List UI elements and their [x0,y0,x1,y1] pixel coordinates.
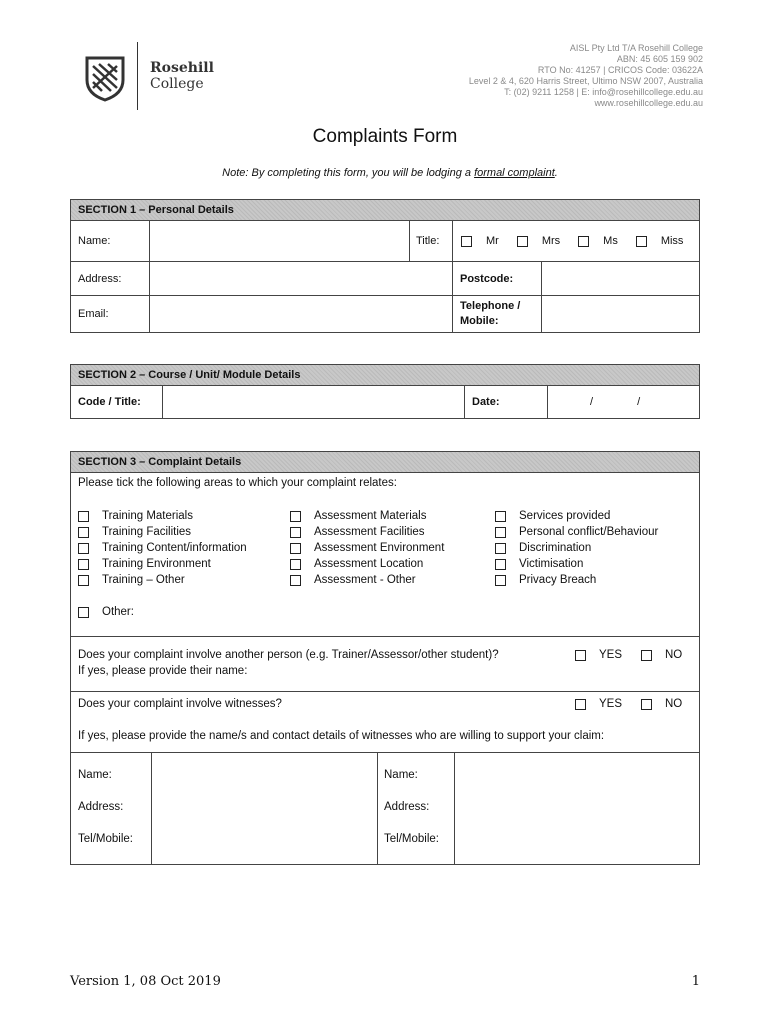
postcode-label-text: Postcode: [460,272,514,285]
area-label: Discrimination [519,542,592,554]
area-assessment-environment[interactable] [290,542,444,554]
question-witnesses: Does your complaint involve witnesses? [78,698,282,710]
page-number: 1 [691,974,700,989]
note-suffix: . [554,167,558,179]
area-label: Privacy Breach [519,574,597,586]
no-label: NO [665,649,683,661]
witness-2-tel-label: Tel/Mobile: [384,833,439,845]
area-other[interactable] [78,606,134,618]
area-label: Training Materials [102,510,193,522]
org-line: www.rosehillcollege.edu.au [594,98,703,108]
area-assessment-materials[interactable] [290,510,426,522]
checkbox[interactable] [495,527,506,538]
email-label-text: Email: [78,308,109,320]
brand-line-1: Rosehill [150,60,214,76]
org-line: Level 2 & 4, 620 Harris Street, Ultimo NSW 2007, Australia [468,76,703,86]
address-label [71,262,149,295]
section-3-complaint-details [70,451,700,865]
checkbox[interactable] [78,607,89,618]
checkbox[interactable] [290,511,301,522]
no-label: NO [665,698,683,710]
title-mr-checkbox[interactable] [461,236,472,247]
title-mr-label: Mr [486,235,499,247]
witness-2-details-input[interactable] [455,753,699,865]
witnesses-question [71,692,699,753]
note-link: formal complaint [474,167,555,179]
checkbox[interactable] [575,699,586,710]
checkbox[interactable] [641,699,652,710]
witness-1-details-input[interactable] [152,753,377,865]
brand-line-2: College [150,76,204,92]
date-separator: / [637,396,641,408]
version-info: Version 1, 08 Oct 2019 [70,974,221,989]
witness-2-name-label: Name: [384,769,418,781]
title-ms-checkbox[interactable] [578,236,589,247]
name-label [71,221,149,261]
address-row [71,262,699,296]
area-label: Personal conflict/Behaviour [519,526,659,538]
date-separator: / [590,396,594,408]
section-3-heading: SECTION 3 – Complaint Details [71,452,699,473]
telephone-label-line-1: Telephone / [460,300,521,312]
organisation-details [469,43,703,109]
checkbox[interactable] [78,575,89,586]
org-line: ABN: 45 605 159 902 [616,54,703,64]
code-title-input[interactable] [162,386,464,418]
witness-divider [377,753,378,865]
area-label: Assessment Materials [314,510,427,522]
course-row [71,386,699,418]
area-label: Training Content/information [102,542,247,554]
witness-instruction: If yes, please provide the name/s and contact details of witnesses who are willing to support your claim: [78,730,605,742]
witness-1-tel-label: Tel/Mobile: [78,833,133,845]
logo-divider [137,42,138,110]
org-line: RTO No: 41257 | CRICOS Code: 03622A [537,65,703,75]
area-label: Training – Other [102,574,185,586]
org-line: AISL Pty Ltd T/A Rosehill College [569,43,703,53]
address-label-text: Address: [78,272,122,285]
title-miss-label: Miss [660,235,684,247]
telephone-label-line-2: Mobile: [460,315,499,327]
area-label: Assessment Location [314,558,424,570]
section-1-heading: SECTION 1 – Personal Details [71,200,699,221]
name-label-text: Name: [78,235,111,247]
code-title-label [71,386,162,418]
area-personal-conflict[interactable] [495,526,658,538]
witness-1-name-label: Name: [78,769,112,781]
form-title: Complaints Form [312,126,458,147]
checkbox[interactable] [78,511,89,522]
checkbox[interactable] [78,543,89,554]
date-input[interactable] [547,386,699,418]
email-input[interactable] [149,296,452,332]
code-title-label-text: Code / Title: [78,396,141,408]
yes-label: YES [599,649,623,661]
checkbox[interactable] [290,543,301,554]
postcode-label [452,262,541,295]
area-label: Training Facilities [102,526,192,538]
title-label [409,221,452,261]
date-label-text: Date: [472,396,500,408]
checkbox[interactable] [495,575,506,586]
complaint-instruction: Please tick the following areas to which your complaint relates: [78,477,397,489]
area-label: Assessment Facilities [314,526,425,538]
checkbox[interactable] [495,511,506,522]
area-training-environment[interactable] [78,558,211,570]
brand-name [150,60,214,92]
checkbox[interactable] [575,650,586,661]
section-1-personal-details [70,199,700,333]
question-another-person: Does your complaint involve another person (e.g. Trainer/Assessor/other student)? [78,649,499,661]
area-training-materials[interactable] [78,510,193,522]
form-note [0,167,770,179]
title-miss-checkbox[interactable] [636,236,647,247]
title-ms-label: Ms [603,235,618,247]
area-label: Training Environment [102,558,211,570]
another-person-yes[interactable] [575,649,622,661]
yes-label: YES [599,698,623,710]
area-assessment-facilities[interactable] [290,526,425,538]
address-input[interactable] [149,262,452,295]
area-training-other[interactable] [78,574,185,586]
checkbox[interactable] [78,559,89,570]
area-training-content[interactable] [78,542,247,554]
complaint-areas [71,473,699,637]
area-privacy-breach[interactable] [495,574,596,586]
checkbox[interactable] [290,575,301,586]
checkbox[interactable] [495,543,506,554]
area-label: Services provided [519,510,611,522]
checkbox[interactable] [495,559,506,570]
area-label: Victimisation [519,558,584,570]
witnesses-yes[interactable] [575,698,622,710]
note-prefix: Note: By completing this form, you will be lodging a [222,167,475,179]
area-discrimination[interactable] [495,542,591,554]
checkbox[interactable] [290,559,301,570]
title-options [452,221,699,261]
postcode-input[interactable] [541,262,699,295]
checkbox[interactable] [290,527,301,538]
org-line: T: (02) 9211 1258 | E: info@rosehillcollege.edu.au [504,87,703,97]
section-2-course-details [70,364,700,419]
another-person-no[interactable] [641,649,682,661]
date-label [464,386,547,418]
witness-details [71,753,699,865]
title-label-text: Title: [416,235,440,247]
title-mrs-checkbox[interactable] [517,236,528,247]
area-assessment-location[interactable] [290,558,423,570]
witnesses-no[interactable] [641,698,682,710]
checkbox[interactable] [641,650,652,661]
telephone-label [452,296,541,332]
college-logo-icon [84,54,126,102]
email-row [71,296,699,332]
witness-1-address-label: Address: [78,801,124,813]
area-assessment-other[interactable] [290,574,416,586]
title-mrs-label: Mrs [541,235,561,247]
area-label: Assessment - Other [314,574,416,586]
email-label [71,296,149,332]
question-another-person-sub: If yes, please provide their name: [78,665,248,677]
area-victimisation[interactable] [495,558,583,570]
area-training-facilities[interactable] [78,526,191,538]
checkbox[interactable] [78,527,89,538]
telephone-input[interactable] [541,296,699,332]
witness-2-address-label: Address: [384,801,430,813]
area-label: Other: [102,606,134,618]
area-services-provided[interactable] [495,510,610,522]
name-row [71,221,699,262]
area-label: Assessment Environment [314,542,445,554]
another-person-question [71,637,699,692]
section-2-heading: SECTION 2 – Course / Unit/ Module Details [71,365,699,386]
